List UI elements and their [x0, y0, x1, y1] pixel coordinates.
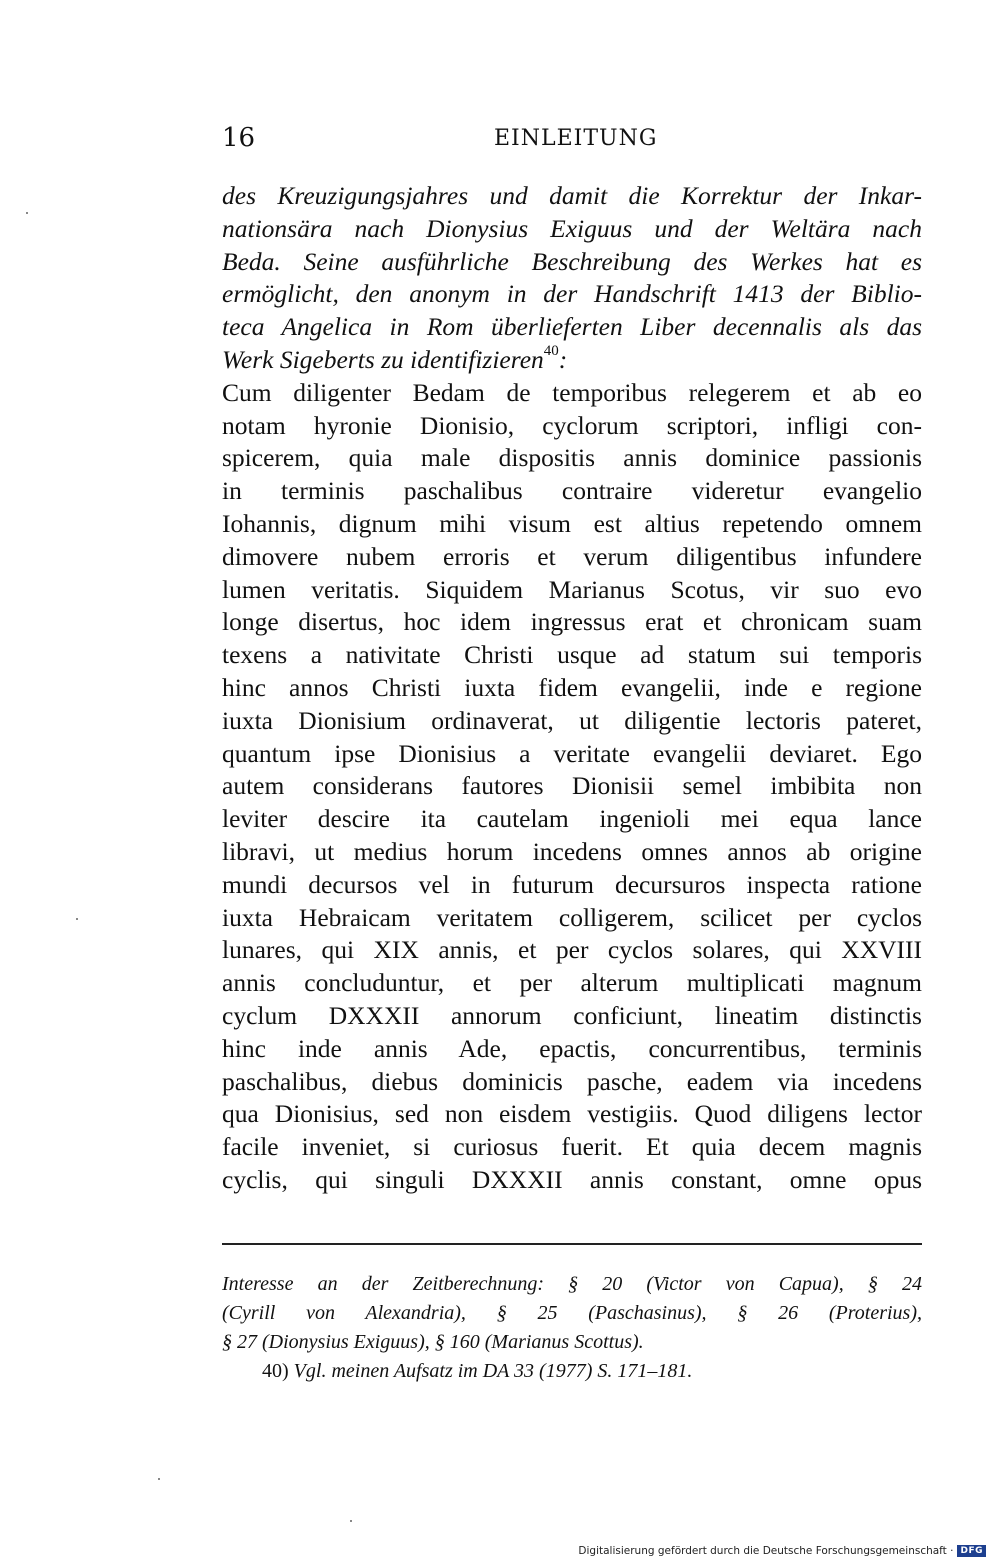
footnote-40: [222, 1357, 922, 1386]
quote-line: in terminis paschalibus contraire videretur evangelio: [222, 476, 922, 506]
scan-speck: [350, 1520, 352, 1522]
dfg-logo-icon: DFG: [957, 1545, 986, 1557]
scan-speck: [76, 918, 78, 920]
quote-line: qua Dionisius, sed non eisdem vestigiis. Quod diligens lector: [222, 1099, 922, 1129]
text-line: nationsära nach Dionysius Exiguus und der Weltära nach: [222, 213, 922, 243]
quote-line: quantum ipse Dionisius a veritate evangelii deviaret. Ego: [222, 738, 922, 768]
quote-line: paschalibus, diebus dominicis pasche, eadem via incedens: [222, 1066, 922, 1096]
quote-line: libravi, ut medius horum incedens omnes annos ab origine: [222, 836, 922, 866]
quote-line: lumen veritatis. Siquidem Marianus Scotus, vir suo evo: [222, 574, 922, 604]
quote-line: lunares, qui XIX annis, et per cyclos solares, qui XXVIII: [222, 935, 922, 965]
digitization-credit: [578, 1545, 986, 1557]
main-text: [222, 180, 922, 1197]
quote-line: notam hyronie Dionisio, cyclorum scriptori, infligi con-: [222, 410, 922, 440]
quote-line: hinc inde annis Ade, epactis, concurrentibus, terminis: [222, 1033, 922, 1063]
footnote-line: (Cyrill von Alexandria), § 25 (Paschasinus), § 26 (Proterius),: [222, 1302, 922, 1324]
credit-text: Digitalisierung gefördert durch die Deutsche Forschungsgemeinschaft ·: [578, 1545, 954, 1557]
footnotes: [222, 1270, 922, 1386]
quote-line: spicerem, quia male dispositis annis dominice passionis: [222, 443, 922, 473]
text-line: teca Angelica in Rom überlieferten Liber decennalis als das: [222, 312, 922, 342]
footnote-text: Vgl. meinen Aufsatz im DA 33 (1977) S. 171–181.: [293, 1360, 693, 1382]
page-number: 16: [222, 123, 256, 153]
quote-line: leviter descire ita cautelam ingenioli mei equa lance: [222, 804, 922, 834]
footnote-number: 40): [262, 1360, 289, 1382]
quote-line: annis concluduntur, et per alterum multiplicati magnum: [222, 968, 922, 998]
text-line: des Kreuzigungsjahres und damit die Korrektur der Inkar-: [222, 181, 922, 210]
quote-line: iuxta Hebraicam veritatem colligerem, scilicet per cyclos: [222, 902, 922, 932]
text-segment: :: [558, 344, 568, 374]
footnote-line: § 27 (Dionysius Exiguus), § 160 (Marianus Scottus).: [222, 1331, 644, 1353]
text-line: Beda. Seine ausführliche Beschreibung des Werkes hat es: [222, 246, 922, 276]
footnote-divider: [222, 1243, 922, 1245]
footnote-line: Interesse an der Zeitberechnung: § 20 (Victor von Capua), § 24: [222, 1273, 922, 1295]
quote-line: texens a nativitate Christi usque ad statum sui temporis: [222, 640, 922, 670]
text-line: [222, 344, 922, 377]
quote-line: iuxta Dionisium ordinaverat, ut diligentie lectoris pateret,: [222, 705, 922, 735]
scan-speck: [26, 212, 28, 214]
scan-speck: [158, 1478, 160, 1480]
text-line: ermöglicht, den anonym in der Handschrift 1413 der Biblio-: [222, 279, 922, 309]
running-head: EINLEITUNG: [494, 126, 658, 151]
quote-line: mundi decursos vel in futurum decursuros inspecta ratione: [222, 869, 922, 899]
quote-line: autem considerans fautores Dionisii semel imbibita non: [222, 771, 922, 801]
quote-line: Iohannis, dignum mihi visum est altius repetendo omnem: [222, 508, 922, 538]
quote-line: cyclum DXXXII annorum conficiunt, lineatim distinctis: [222, 1000, 922, 1030]
quote-line: hinc annos Christi iuxta fidem evangelii, inde e regione: [222, 672, 922, 702]
text-segment: Werk Sigeberts zu identifizieren: [222, 344, 544, 374]
footnote-reference[interactable]: 40: [543, 342, 559, 359]
quote-line: dimovere nubem erroris et verum diligentibus infundere: [222, 541, 922, 571]
quote-line: Cum diligenter Bedam de temporibus relegerem et ab eo: [222, 377, 922, 407]
quote-line: facile inveniet, si curiosus fuerit. Et quia decem magnis: [222, 1132, 922, 1162]
quote-line: longe disertus, hoc idem ingressus erat et chronicam suam: [222, 607, 922, 637]
quote-line: cyclis, qui singuli DXXXII annis constant, omne opus: [222, 1164, 922, 1194]
